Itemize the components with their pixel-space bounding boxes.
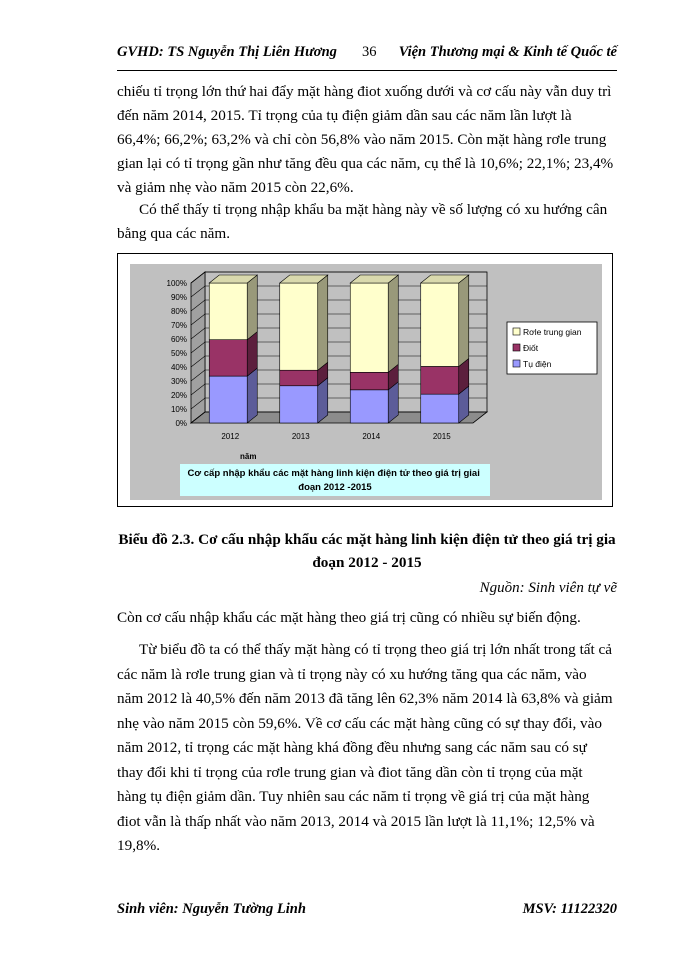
paragraph-line: và giảm nhẹ vào năm 2015 còn 22,6%. xyxy=(117,179,354,196)
figure-source: Nguồn: Sinh viên tự vẽ xyxy=(479,580,617,596)
bar-2012-2 xyxy=(209,275,257,340)
paragraph-line: gian lại có tỉ trọng gần như tăng đều qua các năm, cụ thể là 10,6%; 22,1%; 23,4% xyxy=(117,155,614,172)
footer-student-id: MSV: 11122320 xyxy=(522,901,617,917)
paragraph-line: 66,4%; 66,2%; 63,2% và chỉ còn 56,8% vào năm 2015. Còn mặt hàng rơle trung xyxy=(117,131,607,148)
y-tick-label: 60% xyxy=(170,335,187,344)
x-tick-label-2013: 2013 xyxy=(291,432,310,441)
y-tick-label: 70% xyxy=(170,321,187,330)
legend-swatch-diode xyxy=(513,344,520,351)
paragraph-2 xyxy=(117,198,617,246)
paragraph-line: 19,8%. xyxy=(117,837,161,854)
page-header xyxy=(117,44,617,68)
y-tick-label: 10% xyxy=(170,405,187,414)
paragraph-line: bằng qua các năm. xyxy=(117,225,231,242)
y-tick-label: 100% xyxy=(166,279,187,288)
bar-2015-2 xyxy=(421,275,469,366)
y-tick-label: 50% xyxy=(170,349,187,358)
paragraph-line: năm 2012, tỉ trọng các mặt hàng khá đồng đều nhưng sang các năm sau có sự xyxy=(117,739,587,756)
legend-swatch-capacitor xyxy=(513,360,520,367)
legend-label-capacitor: Tụ điện xyxy=(523,359,552,369)
paragraph-1 xyxy=(117,80,617,200)
y-tick-label: 40% xyxy=(170,363,187,372)
paragraph-line: đến năm 2014, 2015. Tỉ trọng của tụ điện giảm dần sau các năm lần lượt là xyxy=(117,107,572,124)
header-advisor: GVHD: TS Nguyễn Thị Liên Hương xyxy=(117,44,337,60)
y-tick-label: 0% xyxy=(175,419,187,428)
paragraph-4 xyxy=(117,638,617,859)
paragraph-line: hàng tụ điện giảm dần. Tuy nhiên sau các năm tỉ trọng về giá trị của mặt hàng xyxy=(117,788,590,805)
legend-label-diode: Điốt xyxy=(523,343,539,353)
paragraph-line: Có thể thấy tỉ trọng nhập khẩu ba mặt hàng này về số lượng có xu hướng cân xyxy=(139,201,608,218)
x-tick-label-2015: 2015 xyxy=(432,432,451,441)
paragraph-line: chiếu tỉ trọng lớn thứ hai đẩy mặt hàng điot xuống dưới và cơ cấu này vẫn duy trì xyxy=(117,83,612,100)
paragraph-3 xyxy=(117,606,617,630)
y-tick-label: 90% xyxy=(170,293,187,302)
paragraph-line: điot vẫn là thấp nhất vào năm 2013, 2014 và 2015 lần lượt là 11,1%; 12,5% và xyxy=(117,812,595,830)
legend xyxy=(507,322,597,374)
legend-swatch-relay xyxy=(513,328,520,335)
paragraph-line: các năm là rơle trung gian và tỉ trọng này có xu hướng tăng qua các năm, vào xyxy=(117,665,587,683)
stacked-bar-chart xyxy=(118,254,614,508)
chart-title-line-1: Cơ cấp nhập khẩu các mặt hàng linh kiện điện tử theo giá trị giai đoạn 2012 -2015 xyxy=(187,468,480,493)
page-number: 36 xyxy=(362,44,377,60)
paragraph-line: thay đổi khi tỉ trọng của rơle trung gian và điot tăng dần còn tỉ trọng của mặt xyxy=(117,763,583,781)
header-rule xyxy=(117,70,617,71)
paragraph-line: năm 2012 là 40,5% đến năm 2013 đã tăng lên 62,3% năm 2014 là 63,8% và giảm xyxy=(117,690,613,707)
header-institute: Viện Thương mại & Kinh tế Quốc tế xyxy=(398,44,617,60)
y-tick-label: 20% xyxy=(170,391,187,400)
x-axis-label: năm xyxy=(240,452,257,461)
y-tick-label: 30% xyxy=(170,377,187,386)
bar-2014-2 xyxy=(350,275,398,372)
paragraph-line: Từ biểu đồ ta có thể thấy mặt hàng có tỉ trọng theo giá trị lớn nhất trong tất cả xyxy=(139,641,613,658)
x-tick-label-2014: 2014 xyxy=(362,432,381,441)
paragraph-line: Còn cơ cấu nhập khẩu các mặt hàng theo giá trị cũng có nhiều sự biến động. xyxy=(117,609,581,626)
figure-caption: Biểu đồ 2.3. Cơ cấu nhập khẩu các mặt hàng linh kiện điện tử theo giá trị gia đoạn 2012 - 2015 xyxy=(118,531,616,571)
bar-2013-2 xyxy=(280,275,328,370)
footer-student: Sinh viên: Nguyễn Tường Linh xyxy=(117,901,306,917)
paragraph-line: nhẹ vào năm 2015 còn 59,6%. Về cơ cấu các mặt hàng cũng có sự thay đổi, vào xyxy=(117,714,602,732)
chart-frame xyxy=(117,253,613,507)
y-tick-label: 80% xyxy=(170,307,187,316)
x-tick-label-2012: 2012 xyxy=(221,432,240,441)
page-footer xyxy=(117,901,617,925)
legend-label-relay: Rơle trung gian xyxy=(523,327,582,337)
